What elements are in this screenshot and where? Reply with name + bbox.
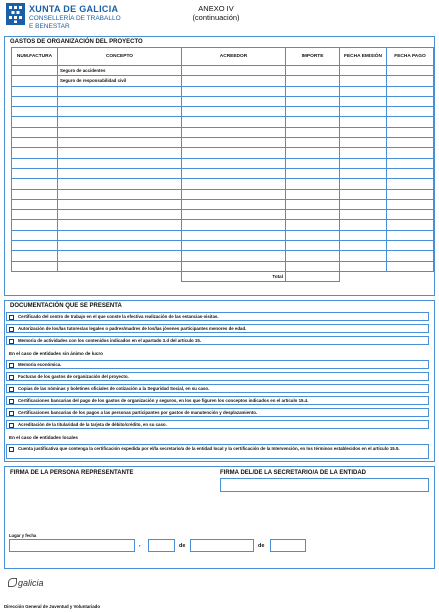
invoice-cell[interactable] bbox=[12, 158, 58, 168]
invoice-cell[interactable] bbox=[12, 138, 58, 148]
checkbox[interactable] bbox=[9, 423, 14, 428]
table-row bbox=[12, 138, 434, 148]
total-spacer bbox=[58, 271, 182, 281]
concept-cell: Seguro de accidentes bbox=[58, 66, 182, 76]
amount-cell[interactable] bbox=[286, 189, 340, 199]
amount-cell[interactable] bbox=[286, 199, 340, 209]
concept-cell[interactable] bbox=[58, 230, 182, 240]
org-sub-line2: E BENESTAR bbox=[29, 22, 70, 30]
invoice-cell[interactable] bbox=[12, 210, 58, 220]
footer-department: Dirección General de Juventud y Voluntariado bbox=[4, 604, 101, 609]
doc-item-bank-cert-expenses[interactable] bbox=[6, 396, 429, 405]
creditor-cell[interactable] bbox=[182, 189, 286, 199]
concept-cell[interactable] bbox=[58, 96, 182, 106]
invoice-cell[interactable] bbox=[12, 168, 58, 178]
xunta-logo-icon bbox=[6, 3, 25, 25]
org-subtitle bbox=[29, 15, 121, 30]
table-row bbox=[12, 148, 434, 158]
doc-item-certificate[interactable] bbox=[6, 312, 429, 321]
concept-cell[interactable] bbox=[58, 158, 182, 168]
de-separator-1: de bbox=[179, 543, 186, 549]
month-field[interactable] bbox=[190, 539, 254, 552]
subhead-local: En el caso de entidades locales bbox=[9, 435, 78, 440]
page-header bbox=[6, 3, 436, 33]
concept-cell[interactable] bbox=[58, 127, 182, 137]
amount-cell[interactable] bbox=[286, 220, 340, 230]
galicia-logo-text: galicia bbox=[18, 578, 44, 588]
payment-date-cell[interactable] bbox=[387, 107, 434, 117]
payment-date-cell[interactable] bbox=[387, 66, 434, 76]
concept-cell[interactable] bbox=[58, 138, 182, 148]
subhead-nonprofit: En el caso de entidades sin ánimo de lucro bbox=[9, 351, 103, 356]
creditor-cell[interactable] bbox=[182, 86, 286, 96]
invoice-cell[interactable] bbox=[12, 86, 58, 96]
doc-item-economic-report[interactable] bbox=[6, 360, 429, 369]
expenses-section bbox=[4, 36, 435, 296]
total-label: Total bbox=[182, 271, 286, 281]
concept-cell[interactable] bbox=[58, 261, 182, 271]
table-row bbox=[12, 86, 434, 96]
creditor-cell[interactable] bbox=[182, 251, 286, 261]
amount-cell[interactable] bbox=[286, 210, 340, 220]
payment-date-cell[interactable] bbox=[387, 117, 434, 127]
table-row bbox=[12, 158, 434, 168]
payment-date-cell[interactable] bbox=[387, 210, 434, 220]
issue-date-cell[interactable] bbox=[340, 241, 387, 251]
amount-cell[interactable] bbox=[286, 148, 340, 158]
doc-item-label: Certificaciones bancarias de los pagos a las personas participantes por gastos de manutención y desplazamiento. bbox=[18, 410, 258, 415]
amount-cell[interactable] bbox=[286, 241, 340, 251]
concept-cell[interactable] bbox=[58, 241, 182, 251]
checkbox[interactable] bbox=[9, 315, 14, 320]
invoice-cell[interactable] bbox=[12, 189, 58, 199]
issue-date-cell[interactable] bbox=[340, 220, 387, 230]
payment-date-cell[interactable] bbox=[387, 179, 434, 189]
invoice-cell[interactable] bbox=[12, 220, 58, 230]
amount-cell[interactable] bbox=[286, 179, 340, 189]
col-header-issue-date: FECHA EMISIÓN bbox=[340, 48, 387, 66]
invoice-cell[interactable] bbox=[12, 230, 58, 240]
creditor-cell[interactable] bbox=[182, 96, 286, 106]
doc-item-bank-cert-participants[interactable] bbox=[6, 408, 429, 417]
concept-cell[interactable] bbox=[58, 199, 182, 209]
creditor-cell[interactable] bbox=[182, 199, 286, 209]
concept-cell: Seguro de responsabilidad civil bbox=[58, 76, 182, 86]
total-spacer bbox=[12, 271, 58, 281]
place-date-label: Lugar y fecha bbox=[9, 533, 37, 538]
invoice-cell[interactable] bbox=[12, 241, 58, 251]
de-separator-2: de bbox=[258, 543, 265, 549]
creditor-cell[interactable] bbox=[182, 220, 286, 230]
checkbox[interactable] bbox=[9, 327, 14, 332]
table-row bbox=[12, 199, 434, 209]
issue-date-cell[interactable] bbox=[340, 66, 387, 76]
amount-cell[interactable] bbox=[286, 117, 340, 127]
expenses-title: GASTOS DE ORGANIZACIÓN DEL PROYECTO bbox=[10, 39, 143, 45]
doc-item-label: Facturas de los gastos de organización del proyecto. bbox=[18, 374, 129, 379]
issue-date-cell[interactable] bbox=[340, 168, 387, 178]
issue-date-cell[interactable] bbox=[340, 76, 387, 86]
amount-cell[interactable] bbox=[286, 168, 340, 178]
table-row bbox=[12, 168, 434, 178]
concept-cell[interactable] bbox=[58, 148, 182, 158]
issue-date-cell[interactable] bbox=[340, 117, 387, 127]
payment-date-cell[interactable] bbox=[387, 96, 434, 106]
doc-item-label: Certificaciones bancarias del pago de los gastos de organización y seguros, en los que figuren los conceptos indicados en el artículo 15.4. bbox=[18, 398, 309, 403]
concept-cell[interactable] bbox=[58, 107, 182, 117]
issue-date-cell[interactable] bbox=[340, 86, 387, 96]
issue-date-cell[interactable] bbox=[340, 127, 387, 137]
creditor-cell[interactable] bbox=[182, 168, 286, 178]
creditor-cell[interactable] bbox=[182, 76, 286, 86]
concept-cell[interactable] bbox=[58, 168, 182, 178]
payment-date-cell[interactable] bbox=[387, 127, 434, 137]
checkbox[interactable] bbox=[9, 387, 14, 392]
annex-line1: ANEXO IV bbox=[198, 4, 234, 13]
creditor-cell[interactable] bbox=[182, 241, 286, 251]
issue-date-cell[interactable] bbox=[340, 107, 387, 117]
invoice-cell[interactable] bbox=[12, 107, 58, 117]
galicia-logo bbox=[8, 578, 44, 588]
invoice-cell[interactable] bbox=[12, 117, 58, 127]
creditor-cell[interactable] bbox=[182, 138, 286, 148]
table-row bbox=[12, 66, 434, 76]
invoice-cell[interactable] bbox=[12, 199, 58, 209]
invoice-cell[interactable] bbox=[12, 127, 58, 137]
doc-item-justification-account[interactable] bbox=[6, 444, 429, 459]
doc-item-label: Cuenta justificativa que contenga la certificación expedida por el/la secretario/a de la entidad local y la certificación de la Intervención, en los términos establecidos en el artículo 15.5. bbox=[18, 446, 400, 451]
payment-date-cell[interactable] bbox=[387, 76, 434, 86]
org-name: XUNTA DE GALICIA bbox=[29, 4, 119, 14]
creditor-cell[interactable] bbox=[182, 230, 286, 240]
table-row bbox=[12, 76, 434, 86]
invoice-cell[interactable] bbox=[12, 148, 58, 158]
table-header-row bbox=[12, 48, 434, 66]
invoice-cell[interactable] bbox=[12, 96, 58, 106]
payment-date-cell[interactable] bbox=[387, 86, 434, 96]
doc-item-activities-report[interactable] bbox=[6, 336, 429, 345]
payment-date-cell[interactable] bbox=[387, 148, 434, 158]
payment-date-cell[interactable] bbox=[387, 251, 434, 261]
invoice-cell[interactable] bbox=[12, 76, 58, 86]
table-row bbox=[12, 241, 434, 251]
table-row bbox=[12, 189, 434, 199]
annex-title bbox=[171, 4, 261, 22]
creditor-cell[interactable] bbox=[182, 158, 286, 168]
payment-date-cell[interactable] bbox=[387, 158, 434, 168]
galicia-logo-icon bbox=[8, 578, 17, 587]
creditor-cell[interactable] bbox=[182, 107, 286, 117]
table-row bbox=[12, 96, 434, 106]
comma-separator: , bbox=[139, 542, 141, 548]
table-row bbox=[12, 251, 434, 261]
col-header-invoice: NUM.FACTURA bbox=[12, 48, 58, 66]
doc-item-label: Memoria económica. bbox=[18, 362, 62, 367]
amount-cell[interactable] bbox=[286, 261, 340, 271]
total-row bbox=[12, 271, 434, 281]
invoice-cell[interactable] bbox=[12, 251, 58, 261]
amount-cell[interactable] bbox=[286, 86, 340, 96]
issue-date-cell[interactable] bbox=[340, 199, 387, 209]
table-row bbox=[12, 261, 434, 271]
checkbox[interactable] bbox=[9, 411, 14, 416]
table-row bbox=[12, 230, 434, 240]
doc-item-card-ownership[interactable] bbox=[6, 420, 429, 429]
issue-date-cell[interactable] bbox=[340, 179, 387, 189]
total-spacer bbox=[387, 271, 434, 281]
table-row bbox=[12, 179, 434, 189]
creditor-cell[interactable] bbox=[182, 148, 286, 158]
expenses-table bbox=[11, 47, 434, 282]
creditor-cell[interactable] bbox=[182, 127, 286, 137]
creditor-cell[interactable] bbox=[182, 261, 286, 271]
checkbox[interactable] bbox=[9, 363, 14, 368]
invoice-cell[interactable] bbox=[12, 179, 58, 189]
payment-date-cell[interactable] bbox=[387, 261, 434, 271]
issue-date-cell[interactable] bbox=[340, 148, 387, 158]
creditor-cell[interactable] bbox=[182, 179, 286, 189]
documentation-title: DOCUMENTACIÓN QUE SE PRESENTA bbox=[10, 303, 122, 309]
amount-cell[interactable] bbox=[286, 230, 340, 240]
payment-date-cell[interactable] bbox=[387, 199, 434, 209]
amount-cell[interactable] bbox=[286, 107, 340, 117]
checkbox[interactable] bbox=[9, 339, 14, 344]
doc-item-label: Autorización de los/las tutores/as legales o padres/madres de los/las jóvenes participantes menores de edad. bbox=[18, 326, 247, 331]
representative-signature-label: FIRMA DE LA PERSONA REPRESENTANTE bbox=[10, 470, 134, 476]
issue-date-cell[interactable] bbox=[340, 261, 387, 271]
doc-item-label: Memoria de actividades con los contenidos indicados en el apartado 3.d del artículo 15. bbox=[18, 338, 201, 343]
concept-cell[interactable] bbox=[58, 86, 182, 96]
creditor-cell[interactable] bbox=[182, 210, 286, 220]
amount-cell[interactable] bbox=[286, 66, 340, 76]
payment-date-cell[interactable] bbox=[387, 168, 434, 178]
payment-date-cell[interactable] bbox=[387, 189, 434, 199]
issue-date-cell[interactable] bbox=[340, 251, 387, 261]
table-row bbox=[12, 107, 434, 117]
payment-date-cell[interactable] bbox=[387, 220, 434, 230]
secretary-signature-field[interactable] bbox=[220, 478, 429, 492]
total-spacer bbox=[340, 271, 387, 281]
creditor-cell[interactable] bbox=[182, 66, 286, 76]
concept-cell[interactable] bbox=[58, 117, 182, 127]
issue-date-cell[interactable] bbox=[340, 96, 387, 106]
checkbox[interactable] bbox=[9, 375, 14, 380]
col-header-concept: CONCEPTO bbox=[58, 48, 182, 66]
col-header-payment-date: FECHA PAGO bbox=[387, 48, 434, 66]
doc-item-invoices[interactable] bbox=[6, 372, 429, 381]
issue-date-cell[interactable] bbox=[340, 189, 387, 199]
col-header-amount: IMPORTE bbox=[286, 48, 340, 66]
issue-date-cell[interactable] bbox=[340, 158, 387, 168]
amount-cell[interactable] bbox=[286, 251, 340, 261]
col-header-creditor: ACREEDOR bbox=[182, 48, 286, 66]
concept-cell[interactable] bbox=[58, 251, 182, 261]
table-row bbox=[12, 117, 434, 127]
checkbox[interactable] bbox=[9, 399, 14, 404]
concept-cell[interactable] bbox=[58, 179, 182, 189]
table-row bbox=[12, 220, 434, 230]
payment-date-cell[interactable] bbox=[387, 138, 434, 148]
amount-cell[interactable] bbox=[286, 158, 340, 168]
amount-cell[interactable] bbox=[286, 138, 340, 148]
issue-date-cell[interactable] bbox=[340, 210, 387, 220]
annex-line2: (continuación) bbox=[192, 13, 240, 22]
secretary-signature-label: FIRMA DEL/DE LA SECRETARIO/A DE LA ENTIDAD bbox=[220, 470, 366, 476]
place-field[interactable] bbox=[9, 539, 135, 552]
org-sub-line1: CONSELLERÍA DE TRABALLO bbox=[29, 15, 121, 22]
concept-cell[interactable] bbox=[58, 220, 182, 230]
table-row bbox=[12, 210, 434, 220]
amount-cell[interactable] bbox=[286, 76, 340, 86]
payment-date-cell[interactable] bbox=[387, 230, 434, 240]
table-row bbox=[12, 127, 434, 137]
doc-item-authorization[interactable] bbox=[6, 324, 429, 333]
amount-cell[interactable] bbox=[286, 96, 340, 106]
day-field[interactable] bbox=[148, 539, 175, 552]
issue-date-cell[interactable] bbox=[340, 138, 387, 148]
checkbox[interactable] bbox=[9, 447, 14, 452]
issue-date-cell[interactable] bbox=[340, 230, 387, 240]
creditor-cell[interactable] bbox=[182, 117, 286, 127]
total-amount-cell[interactable] bbox=[286, 271, 340, 281]
doc-item-label: Certificado del centro de trabajo en el que conste la efectiva realización de las estancias-visitas. bbox=[18, 314, 219, 319]
payment-date-cell[interactable] bbox=[387, 241, 434, 251]
doc-item-label: Acreditación de la titularidad de la tarjeta de débito/crédito, en su caso. bbox=[18, 422, 167, 427]
concept-cell[interactable] bbox=[58, 189, 182, 199]
invoice-cell[interactable] bbox=[12, 261, 58, 271]
year-field[interactable] bbox=[270, 539, 306, 552]
invoice-cell[interactable] bbox=[12, 66, 58, 76]
concept-cell[interactable] bbox=[58, 210, 182, 220]
doc-item-payroll[interactable] bbox=[6, 384, 429, 393]
amount-cell[interactable] bbox=[286, 127, 340, 137]
doc-item-label: Copias de las nóminas y boletines oficiales de cotización a la Seguridad Social, en su caso. bbox=[18, 386, 210, 391]
